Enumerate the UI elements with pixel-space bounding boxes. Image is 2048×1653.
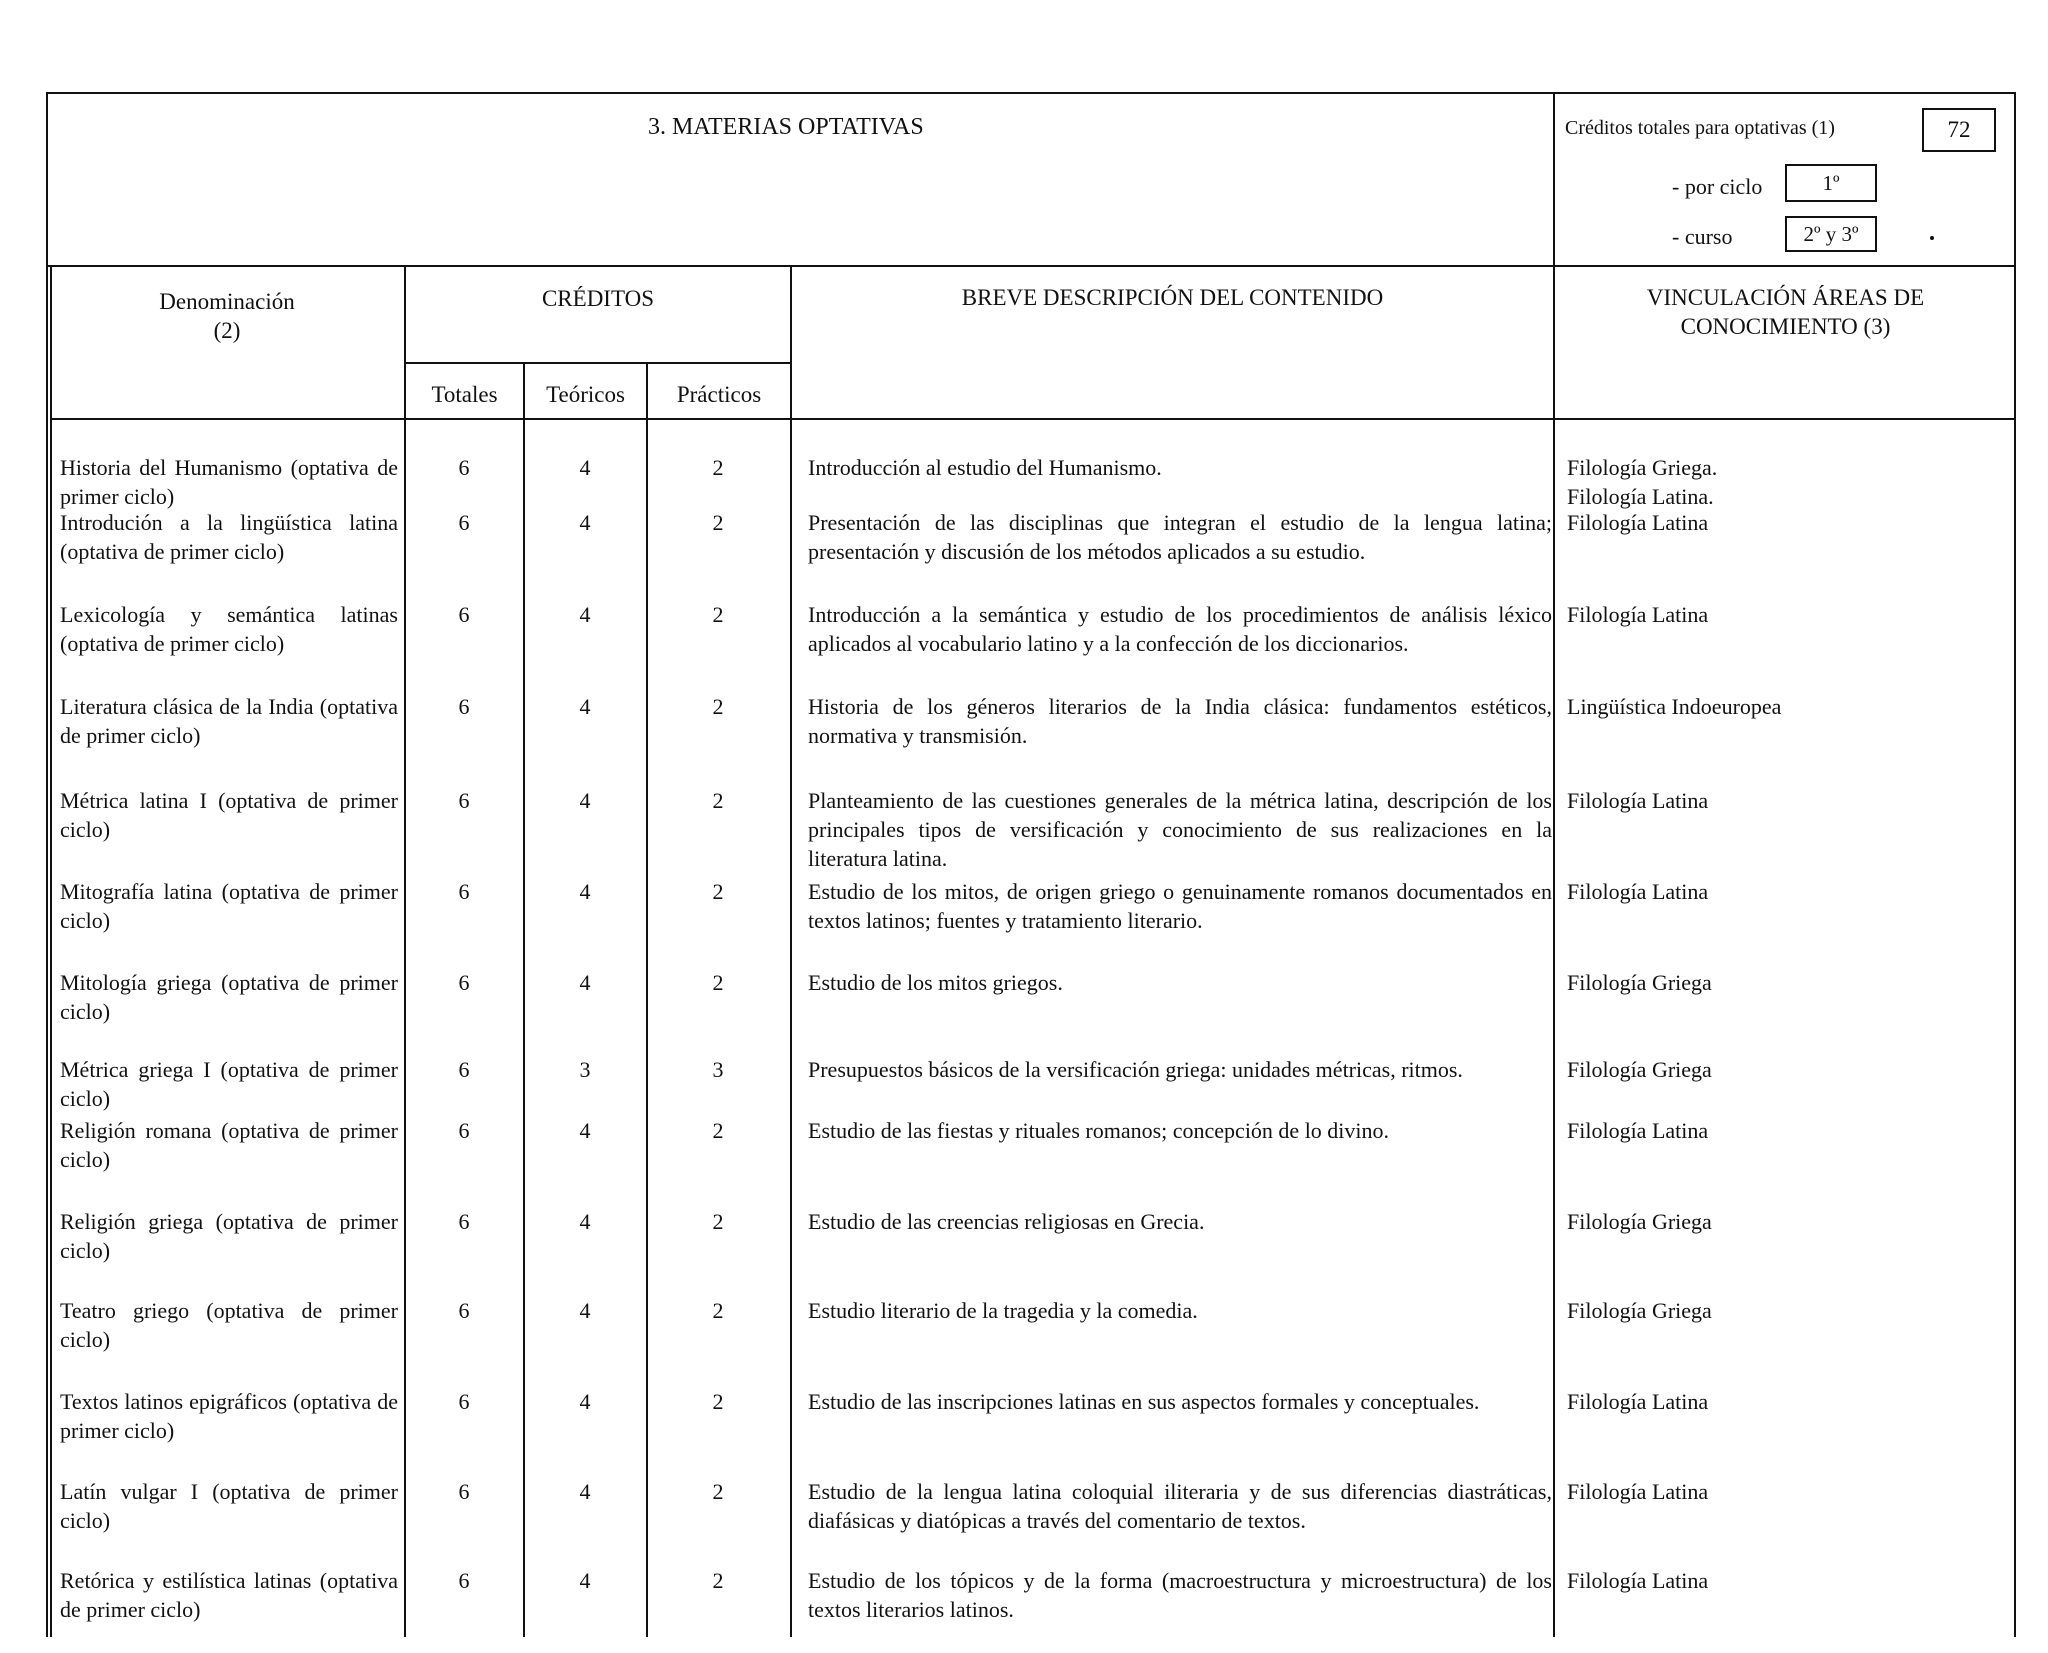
row-descripcion: Estudio de las creencias religiosas en Grecia. [808,1209,1205,1234]
col-descripcion-header: BREVE DESCRIPCIÓN DEL CONTENIDO [961,285,1384,310]
row-totales: 6 [458,1057,470,1082]
row-denominacion: Métrica griega I (optativa de primer ciclo) [60,1057,398,1111]
row-practicos: 2 [712,602,724,627]
row-descripcion: Presentación de las disciplinas que integran el estudio de la lengua latina; presentación y discusión de los métodos aplicados a su estudio. [808,510,1552,564]
row-teoricos: 4 [579,788,591,813]
row-denominacion: Introdución a la lingüística latina (optativa de primer ciclo) [60,510,398,564]
row-totales: 6 [458,788,470,813]
row-teoricos: 4 [579,602,591,627]
row-teoricos: 4 [579,1118,591,1143]
row-area: Filología Latina [1567,1118,1709,1143]
row-practicos: 2 [712,1568,724,1593]
row-area: Filología Griega [1567,1209,1712,1234]
row-practicos: 2 [712,694,724,719]
row-denominacion: Historia del Humanismo (optativa de primer ciclo) [60,455,398,509]
row-totales: 6 [458,1298,470,1323]
col-denominacion-line [404,267,406,1637]
row-totales: 6 [458,1568,470,1593]
row-denominacion: Religión romana (optativa de primer ciclo) [60,1118,398,1172]
creditos-subheader-line [406,362,792,364]
row-practicos: 2 [712,1298,724,1323]
row-descripcion: Estudio de las fiestas y rituales romanos; concepción de lo divino. [808,1118,1390,1143]
section-title: 3. MATERIAS OPTATIVAS [648,114,924,140]
row-practicos: 3 [712,1057,724,1082]
row-practicos: 2 [712,455,724,480]
row-descripcion: Planteamiento de las cuestiones generales de la métrica latina, descripción de los principales tipos de versificación y conocimiento de sus realizaciones en la literatura latina. [808,788,1552,871]
curso-label: - curso [1672,224,1733,249]
row-practicos: 2 [712,1479,724,1504]
stray-mark [1930,236,1934,240]
row-teoricos: 4 [579,879,591,904]
row-teoricos: 4 [579,1298,591,1323]
curso-value: 2º y 3º [1785,216,1877,252]
col-vinculacion-header-1: VINCULACIÓN ÁREAS DE [1646,285,1925,310]
col-practicos-header: Prácticos [676,382,762,407]
row-descripcion: Estudio de los mitos griegos. [808,970,1063,995]
col-totales-line [523,362,525,1637]
row-practicos: 2 [712,970,724,995]
por-ciclo-value: 1º [1785,164,1877,202]
row-descripcion: Estudio de las inscripciones latinas en sus aspectos formales y conceptuales. [808,1389,1480,1414]
col-vinculacion-header-2: CONOCIMIENTO (3) [1680,314,1891,339]
row-totales: 6 [458,1479,470,1504]
row-totales: 6 [458,510,470,535]
row-area: Filología Griega. Filología Latina. [1567,455,1718,509]
row-descripcion: Presupuestos básicos de la versificación griega: unidades métricas, ritmos. [808,1057,1463,1082]
row-denominacion: Mitología griega (optativa de primer ciclo) [60,970,398,1024]
row-area: Filología Latina [1567,879,1709,904]
row-denominacion: Latín vulgar I (optativa de primer ciclo) [60,1479,398,1533]
row-denominacion: Lexicología y semántica latinas (optativa de primer ciclo) [60,602,398,656]
row-denominacion: Textos latinos epigráficos (optativa de primer ciclo) [60,1389,398,1443]
row-area: Filología Latina [1567,1389,1709,1414]
row-teoricos: 4 [579,694,591,719]
row-denominacion: Literatura clásica de la India (optativa de primer ciclo) [60,694,398,748]
row-area: Filología Latina [1567,602,1709,627]
row-descripcion: Estudio literario de la tragedia y la comedia. [808,1298,1198,1323]
row-area: Filología Griega [1567,970,1712,995]
row-totales: 6 [458,1118,470,1143]
col-teoricos-header: Teóricos [546,382,625,407]
inner-left-line [50,267,52,1637]
row-totales: 6 [458,602,470,627]
row-area: Filología Latina [1567,1568,1709,1593]
row-descripcion: Historia de los géneros literarios de la India clásica: fundamentos estéticos, normativa y transmisión. [808,694,1552,748]
row-practicos: 2 [712,1118,724,1143]
row-teoricos: 4 [579,455,591,480]
por-ciclo-label: - por ciclo [1672,174,1763,199]
row-totales: 6 [458,1209,470,1234]
col-creditos-header: CRÉDITOS [541,286,655,311]
row-teoricos: 4 [579,1568,591,1593]
row-teoricos: 4 [579,1389,591,1414]
col-denominacion-header: Denominación [159,289,295,314]
row-descripcion: Introducción a la semántica y estudio de los procedimientos de análisis léxico aplicados al vocabulario latino y a la confección de los diccionarios. [808,602,1552,656]
row-teoricos: 3 [579,1057,591,1082]
row-denominacion: Métrica latina I (optativa de primer ciclo) [60,788,398,842]
row-area: Lingüística Indoeuropea [1567,694,1782,719]
row-denominacion: Mitografía latina (optativa de primer ciclo) [60,879,398,933]
row-denominacion: Religión griega (optativa de primer ciclo) [60,1209,398,1263]
row-descripcion: Estudio de los tópicos y de la forma (macroestructura y microestructura) de los textos literarios latinos. [808,1568,1552,1622]
column-header-bottom [50,418,2016,420]
row-practicos: 2 [712,879,724,904]
row-totales: 6 [458,455,470,480]
row-area: Filología Latina [1567,510,1709,535]
creditos-totales-label: Créditos totales para optativas (1) [1565,117,1835,139]
col-denominacion-note: (2) [213,318,241,343]
row-area: Filología Griega [1567,1298,1712,1323]
header-divider [46,265,2016,267]
row-teoricos: 4 [579,1479,591,1504]
row-totales: 6 [458,970,470,995]
row-area: Filología Latina [1567,788,1709,813]
col-teoricos-line [646,362,648,1637]
row-totales: 6 [458,879,470,904]
col-totales-header: Totales [431,382,498,407]
row-practicos: 2 [712,788,724,813]
row-practicos: 2 [712,1209,724,1234]
row-area: Filología Griega [1567,1057,1712,1082]
row-practicos: 2 [712,510,724,535]
row-denominacion: Teatro griego (optativa de primer ciclo) [60,1298,398,1352]
row-area: Filología Latina [1567,1479,1709,1504]
row-totales: 6 [458,1389,470,1414]
row-teoricos: 4 [579,970,591,995]
row-descripcion: Estudio de la lengua latina coloquial iliteraria y de sus diferencias diastráticas, diafásicas y diatópicas a través del comentario de textos. [808,1479,1552,1533]
row-teoricos: 4 [579,510,591,535]
row-teoricos: 4 [579,1209,591,1234]
row-practicos: 2 [712,1389,724,1414]
row-denominacion: Retórica y estilística latinas (optativa de primer ciclo) [60,1568,398,1622]
row-totales: 6 [458,694,470,719]
row-descripcion: Introducción al estudio del Humanismo. [808,455,1162,480]
creditos-totales-value: 72 [1922,108,1996,152]
col-descripcion-line [790,267,792,1637]
row-descripcion: Estudio de los mitos, de origen griego o genuinamente romanos documentados en textos latinos; fuentes y tratamiento literario. [808,879,1552,933]
